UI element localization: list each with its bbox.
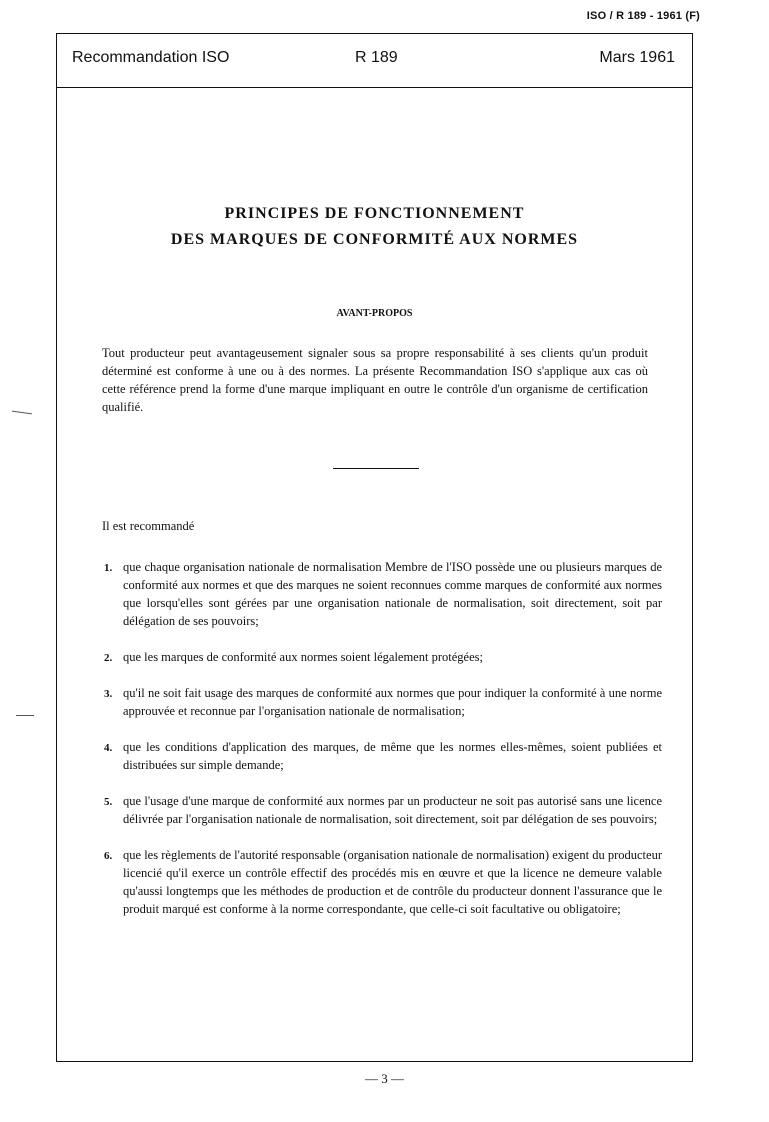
- foreword-heading: AVANT-PROPOS: [336, 308, 413, 319]
- scan-artifact-mark: [12, 411, 32, 415]
- recommendation-intro: Il est recommandé: [102, 519, 195, 533]
- recommendation-item-2: [102, 648, 662, 666]
- recommendation-list: [102, 558, 662, 936]
- title-line-1: PRINCIPES DE FONCTIONNEMENT: [224, 205, 525, 222]
- recommendation-number: 6.: [104, 850, 113, 862]
- recommendation-item-3: [102, 684, 662, 720]
- header-date: Mars 1961: [599, 49, 675, 66]
- header-standard-number: R 189: [355, 49, 398, 66]
- recommendation-number: 2.: [104, 652, 113, 664]
- document-reference: ISO / R 189 - 1961 (F): [586, 10, 700, 22]
- recommendation-text: que les marques de conformité aux normes soient légalement protégées;: [123, 650, 483, 664]
- section-separator: [333, 468, 419, 469]
- recommendation-text: qu'il ne soit fait usage des marques de conformité aux normes que pour indiquer la conformité à une norme approuvée et reconnue par l'organisation nationale de normalisation;: [123, 686, 662, 718]
- recommendation-item-1: [102, 558, 662, 630]
- foreword-paragraph: Tout producteur peut avantageusement signaler sous sa propre responsabilité à ses clients qu'un produit déterminé est conforme à une ou à des normes. La présente Recommandation ISO s'applique aux cas où cette référence prend la forme d'une marque impliquant en outre le contrôle d'un organisme de certification qualifié.: [102, 346, 648, 414]
- recommendation-text: que les conditions d'application des marques, de même que les normes elles-mêmes, soient publiées et distribuées sur simple demande;: [123, 740, 662, 772]
- recommendation-text: que les règlements de l'autorité responsable (organisation nationale de normalisation) exigent du producteur licencié qu'il exerce un contrôle effectif des procédés mis en œuvre et que la licence ne demeure valable qu'aussi longtemps que les méthodes de production et de contrôle du producteur donnent l'assurance que le produit marqué est conforme à la norme correspondante, que celle-ci soit facultative ou obligatoire;: [123, 848, 662, 916]
- page-frame: [56, 33, 693, 1062]
- header-bar: [57, 34, 692, 88]
- recommendation-item-5: [102, 792, 662, 828]
- scan-artifact-mark: [16, 715, 34, 716]
- page-number: — 3 —: [365, 1071, 404, 1086]
- recommendation-number: 3.: [104, 688, 113, 700]
- recommendation-item-6: [102, 846, 662, 918]
- recommendation-text: que chaque organisation nationale de normalisation Membre de l'ISO possède une ou plusieurs marques de conformité aux normes et que des marques ne soient reconnues comme marques de conformité aux normes que lorsqu'elles sont gérées par une organisation nationale de normalisation, soit directement, soit par délégation de ses pouvoirs;: [123, 560, 662, 628]
- title-line-2: DES MARQUES DE CONFORMITÉ AUX NORMES: [170, 231, 579, 248]
- recommendation-number: 1.: [104, 562, 113, 574]
- recommendation-text: que l'usage d'une marque de conformité aux normes par un producteur ne soit pas autorisé sans une licence délivrée par l'organisation nationale de normalisation, soit directement, soit par délégation de ses pouvoirs;: [123, 794, 662, 826]
- header-recommendation-label: Recommandation ISO: [72, 49, 230, 66]
- recommendation-number: 4.: [104, 742, 113, 754]
- recommendation-item-4: [102, 738, 662, 774]
- recommendation-number: 5.: [104, 796, 113, 808]
